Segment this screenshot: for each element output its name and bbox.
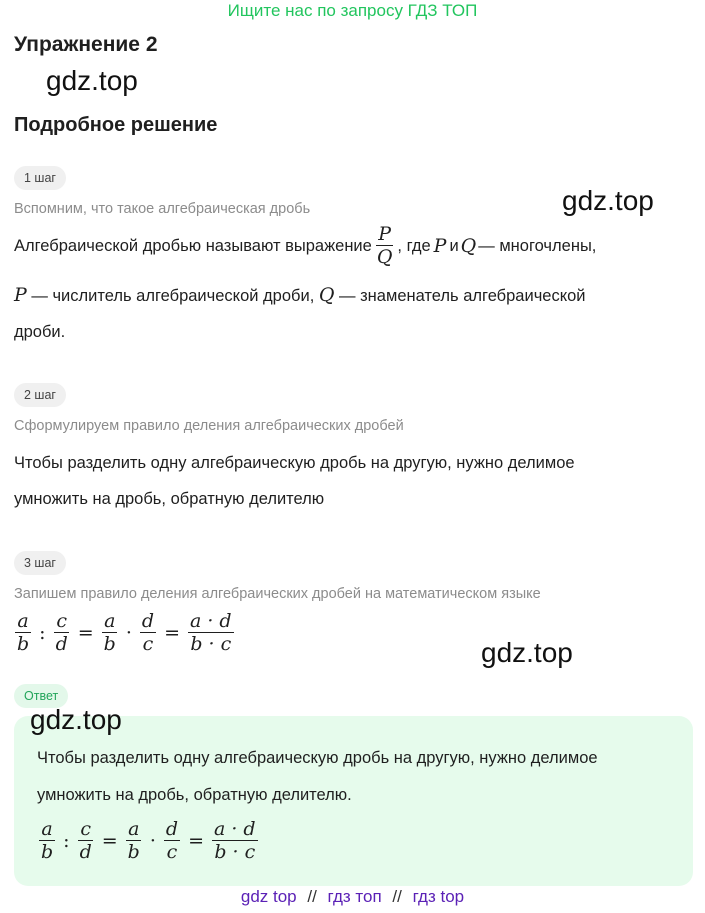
fraction-d-over-c <box>140 611 156 654</box>
fraction-numerator: a <box>41 818 53 840</box>
fraction-numerator: c <box>56 610 67 632</box>
fraction-denominator: b <box>127 841 140 863</box>
step-2-badge: 2 шаг <box>14 383 66 407</box>
fraction-denominator: b · c <box>214 841 256 863</box>
fraction-a-over-b <box>102 611 118 654</box>
footer-separator: // <box>392 887 402 906</box>
step-1-text: — числитель алгебраической дроби, <box>26 287 319 305</box>
fraction-numerator: a <box>17 610 29 632</box>
step-1-text: — многочлены, <box>478 236 597 255</box>
division-formula <box>12 611 237 654</box>
fraction-result <box>212 819 258 862</box>
fraction-a-over-b <box>15 611 31 654</box>
search-banner: Ищите нас по запросу ГДЗ ТОП <box>227 1 478 20</box>
fraction-numerator: P <box>378 223 392 245</box>
step-1-line-2 <box>14 283 586 308</box>
footer-separator: // <box>307 887 317 906</box>
equals-operator: = <box>164 621 180 644</box>
fraction-numerator: d <box>165 818 179 840</box>
fraction-denominator: b <box>41 841 54 863</box>
exercise-title: Упражнение 2 <box>14 33 158 56</box>
math-var-q: Q <box>460 234 477 257</box>
step-1-line-3: дроби. <box>14 323 66 341</box>
fraction-denominator: c <box>142 633 154 655</box>
step-1-text: , где <box>397 236 431 255</box>
fraction-result <box>188 611 234 654</box>
multiply-operator: · <box>149 829 156 852</box>
step-3-subtitle: Запишем правило деления алгебраических дробей на математическом языке <box>14 586 541 602</box>
fraction-d-over-c <box>164 819 180 862</box>
equals-operator: = <box>77 621 94 644</box>
fraction-denominator: c <box>166 841 178 863</box>
fraction-numerator: a <box>104 610 116 632</box>
division-operator: : <box>39 621 46 644</box>
answer-line-1: Чтобы разделить одну алгебраическую дробь на другую, нужно делимое <box>37 749 598 767</box>
math-var-q: Q <box>318 284 335 306</box>
fraction-numerator: c <box>80 818 91 840</box>
equals-operator: = <box>188 829 204 852</box>
fraction-numerator: a · d <box>213 818 256 840</box>
fraction-a-over-b <box>39 819 55 862</box>
answer-line-2: умножить на дробь, обратную делителю. <box>37 786 352 804</box>
footer-link-gdz-top[interactable]: gdz top <box>240 887 297 906</box>
section-title: Подробное решение <box>14 114 218 136</box>
step-2-subtitle: Сформулируем правило деления алгебраических дробей <box>14 418 404 434</box>
fraction-c-over-d <box>78 819 94 862</box>
fraction-denominator: b · c <box>190 633 232 655</box>
watermark: gdz.top <box>46 65 138 96</box>
step-1-line-1 <box>14 224 596 267</box>
watermark: gdz.top <box>481 637 573 668</box>
fraction-numerator: a <box>128 818 140 840</box>
fraction-c-over-d <box>54 611 70 654</box>
fraction-denominator: Q <box>376 246 393 268</box>
watermark: gdz.top <box>562 185 654 216</box>
footer-links <box>0 887 705 907</box>
watermark: gdz.top <box>30 704 122 735</box>
fraction-p-over-q <box>375 224 395 267</box>
fraction-denominator: d <box>79 841 92 863</box>
step-2-line-1: Чтобы разделить одну алгебраическую дробь на другую, нужно делимое <box>14 454 575 472</box>
step-1-badge: 1 шаг <box>14 166 66 190</box>
fraction-denominator: b <box>17 633 30 655</box>
fraction-numerator: a · d <box>189 610 232 632</box>
step-1-subtitle: Вспомним, что такое алгебраическая дробь <box>14 201 311 217</box>
step-2-line-2: умножить на дробь, обратную делителю <box>14 490 325 508</box>
division-operator: : <box>63 829 70 852</box>
fraction-a-over-b <box>126 819 142 862</box>
multiply-operator: · <box>125 621 132 644</box>
footer-link-gdz-top-ru[interactable]: гдз топ <box>327 887 382 906</box>
step-1-text: и <box>449 236 459 255</box>
step-3-badge: 3 шаг <box>14 551 66 575</box>
answer-badge: Ответ <box>14 684 68 708</box>
step-1-text: Алгебраической дробью называют выражение <box>14 236 372 255</box>
fraction-denominator: d <box>55 633 68 655</box>
answer-formula <box>36 819 261 862</box>
math-var-p: P <box>14 284 27 306</box>
step-1-text: — знаменатель алгебраической <box>334 287 586 305</box>
math-var-p: P <box>433 234 447 257</box>
fraction-numerator: d <box>141 610 155 632</box>
fraction-denominator: b <box>103 633 116 655</box>
equals-operator: = <box>101 829 118 852</box>
footer-link-gdz-top-mixed[interactable]: гдз top <box>412 887 465 906</box>
